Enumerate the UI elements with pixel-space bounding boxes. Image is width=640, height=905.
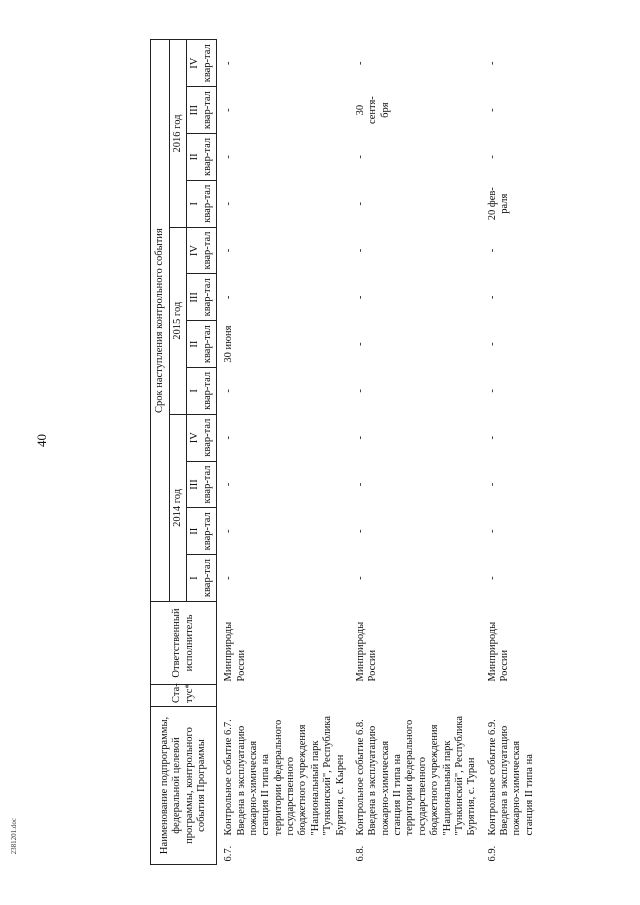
row-number: 6.9. [486, 845, 498, 862]
quarter-cell: - [486, 342, 498, 346]
quarter-cell: - [223, 248, 235, 253]
header-responsible: Ответственный исполнитель [151, 601, 217, 684]
event-name: Контрольное событие 6.9. Введена в эксплуатацию пожарно-химическая станция II типа на [486, 719, 535, 836]
page-number: 40 [34, 434, 49, 447]
quarter-cell: - [486, 576, 498, 580]
quarter-cell: - [486, 482, 498, 487]
quarter-cell: - [223, 295, 235, 300]
quarter-cell: - [354, 342, 366, 346]
event-status [217, 684, 349, 706]
header-quarter-2014-4: IV квар-тал [187, 414, 217, 461]
row-number: 6.8. [354, 845, 366, 862]
quarter-cell: - [223, 108, 235, 112]
quarter-cell: - [223, 61, 235, 65]
quarter-cell: - [223, 201, 235, 206]
event-status [481, 684, 539, 706]
table-header [151, 40, 217, 865]
quarter-cell: - [354, 61, 366, 65]
quarter-cell: - [354, 248, 366, 253]
quarter-cell: - [486, 248, 498, 253]
quarter-cell: - [223, 155, 235, 159]
responsible-executor: Минприроды России [223, 621, 247, 682]
quarter-cell: - [223, 529, 235, 534]
header-year-2016: 2016 год [170, 40, 187, 227]
quarter-cell: - [354, 482, 366, 487]
event-name: Контрольное событие 6.7. Введена в эксплуатацию пожарно-химическая станция II типа на территории федерального государственного бюджетного учреждения "Национальный парк "Тункинский", Республика Бурятия, с. Кырен [223, 716, 346, 836]
header-quarter-2015-1: I квар-тал [187, 368, 217, 415]
event-name: Контрольное событие 6.8. Введена в эксплуатацию пожарно-химическая станция II типа на территории федерального государственного бюджетного учреждения "Национальный парк "Тункинский", Республика Бурятия, с. Туран [354, 716, 478, 836]
quarter-cell: - [354, 576, 366, 580]
header-quarter-2016-3: III квар-тал [187, 87, 217, 134]
header-name: Наименование подпрограммы, федеральной целевой программы, контрольного события Программы [151, 706, 217, 864]
quarter-cell: 30 июня [223, 325, 235, 363]
responsible-executor: Минприроды России [486, 621, 510, 682]
quarter-cell: - [486, 155, 498, 159]
header-quarter-2014-2: II квар-тал [187, 508, 217, 555]
responsible-executor: Минприроды России [354, 621, 379, 682]
quarter-cell: - [486, 435, 498, 440]
quarter-cell: - [354, 435, 366, 440]
row-number: 6.7. [223, 845, 235, 862]
header-quarter-2016-2: II квар-тал [187, 134, 217, 181]
header-quarter-2015-4: IV квар-тал [187, 227, 217, 274]
quarter-cell: - [223, 482, 235, 487]
header-quarter-2014-1: I квар-тал [187, 555, 217, 602]
document-footer: 2381201.doc [10, 818, 18, 855]
header-quarter-2014-3: III квар-тал [187, 461, 217, 508]
table-body [217, 40, 539, 865]
header-year-2014: 2014 год [170, 414, 187, 601]
header-quarter-2016-4: IV квар-тал [187, 40, 217, 87]
quarter-cell: - [486, 529, 498, 534]
quarter-cell: 30 сентя-бря [354, 96, 391, 125]
header-quarter-2015-2: II квар-тал [187, 321, 217, 368]
header-deadline: Срок наступления контрольного события [151, 40, 170, 602]
header-quarter-2016-1: I квар-тал [187, 180, 217, 227]
header-status: Ста-тус* [151, 684, 217, 706]
quarter-cell: - [223, 389, 235, 393]
quarter-cell: - [354, 201, 366, 206]
quarter-cell: - [486, 61, 498, 65]
header-quarter-2015-3: III квар-тал [187, 274, 217, 321]
quarter-cell: - [486, 108, 498, 112]
table-row [217, 40, 349, 865]
table-row [481, 40, 539, 865]
rotated-page-content [150, 40, 580, 865]
quarter-cell: - [354, 295, 366, 300]
control-events-table [150, 39, 538, 865]
quarter-cell: - [354, 529, 366, 534]
quarter-cell: 20 фев-раля [486, 187, 510, 221]
quarter-cell: - [486, 295, 498, 300]
header-year-2015: 2015 год [170, 227, 187, 414]
quarter-cell: - [354, 155, 366, 159]
quarter-cell: - [354, 389, 366, 393]
event-status [349, 684, 481, 706]
table-row [349, 40, 481, 865]
quarter-cell: - [223, 576, 235, 580]
quarter-cell: - [486, 389, 498, 393]
quarter-cell: - [223, 435, 235, 440]
